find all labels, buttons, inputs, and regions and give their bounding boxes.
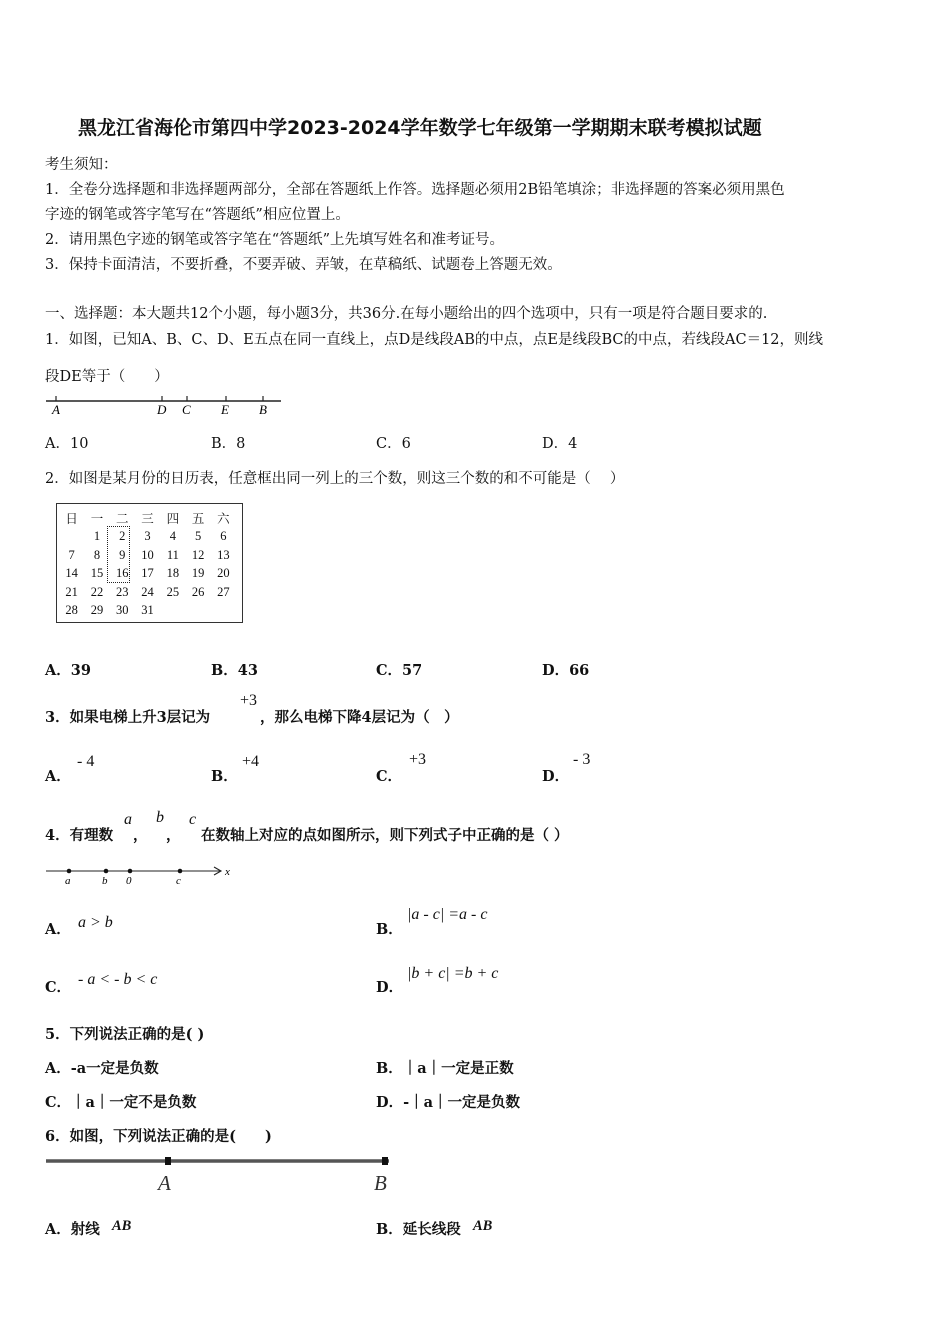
q4-option-b-math: |a - c| =a - c bbox=[407, 906, 488, 923]
q4-fig-label-c: c bbox=[176, 875, 181, 887]
q4-option-a-math: a > b bbox=[78, 914, 113, 931]
calendar-cell: 10 bbox=[141, 547, 154, 562]
calendar-cell: 23 bbox=[115, 584, 129, 599]
q4-comma-1: ， bbox=[133, 827, 148, 844]
q4-option-a-label[interactable]: A． bbox=[45, 921, 71, 938]
calendar-header-cell: 四 bbox=[166, 512, 180, 527]
q4-var-c: c bbox=[189, 811, 197, 828]
q4-option-d-label[interactable]: D． bbox=[376, 979, 404, 996]
q6-fig-label-a: A bbox=[158, 1171, 171, 1195]
q4-fig-label-x: x bbox=[225, 866, 230, 878]
calendar-cell: 18 bbox=[166, 566, 180, 581]
q1-option-c[interactable]: C．6 bbox=[376, 436, 411, 452]
calendar-cell: 2 bbox=[119, 529, 126, 544]
calendar-row bbox=[59, 546, 236, 565]
calendar-header-row bbox=[59, 509, 236, 528]
q1-label-e: E bbox=[221, 402, 229, 417]
calendar-row bbox=[59, 583, 236, 602]
q3-option-a-math: - 4 bbox=[77, 753, 95, 770]
calendar-row bbox=[59, 528, 236, 547]
calendar-cell: 21 bbox=[65, 584, 78, 599]
calendar-cell: 9 bbox=[119, 547, 126, 562]
q4-var-a: a bbox=[124, 811, 132, 828]
calendar-cell: 13 bbox=[217, 547, 230, 562]
q1-option-b[interactable]: B．8 bbox=[211, 436, 246, 452]
calendar-cell: 19 bbox=[191, 566, 205, 581]
q1-option-a[interactable]: A．10 bbox=[45, 436, 89, 452]
q4-option-c-math: - a < - b < c bbox=[78, 971, 158, 988]
page-title: 黑龙江省海伦市第四中学2023-2024学年数学七年级第一学期期末联考模拟试题 bbox=[78, 117, 762, 139]
notice-line-1b: 字迹的钢笔或答字笔写在“答题纸”相应位置上。 bbox=[45, 207, 350, 223]
q1-label-b: B bbox=[259, 402, 267, 417]
calendar-cell bbox=[185, 602, 210, 621]
q4-comma-2: ， bbox=[166, 827, 181, 844]
q6-option-a-math: AB bbox=[112, 1218, 132, 1234]
q6-text: 6．如图，下列说法正确的是( ) bbox=[45, 1128, 272, 1145]
calendar-cell: 11 bbox=[166, 547, 179, 562]
calendar-cell: 14 bbox=[65, 566, 78, 581]
calendar-cell: 27 bbox=[217, 584, 230, 599]
calendar-row bbox=[59, 602, 236, 621]
calendar-header-cell: 三 bbox=[141, 512, 154, 527]
calendar-cell: 5 bbox=[195, 529, 202, 544]
q4-number-line-figure bbox=[44, 860, 240, 888]
q6-segment-figure bbox=[44, 1153, 394, 1195]
calendar-cell: 30 bbox=[115, 603, 129, 618]
q2-option-d[interactable]: D．66 bbox=[542, 662, 590, 679]
calendar-header-cell: 六 bbox=[217, 512, 230, 527]
calendar-cell: 7 bbox=[68, 547, 75, 562]
q4-var-b: b bbox=[156, 809, 164, 826]
q2-option-c[interactable]: C．57 bbox=[376, 662, 423, 679]
q2-option-a[interactable]: A．39 bbox=[45, 662, 91, 679]
calendar-cell: 1 bbox=[93, 529, 101, 544]
q5-text: 5．下列说法正确的是( ) bbox=[45, 1026, 205, 1043]
calendar-figure bbox=[56, 503, 243, 623]
notice-line-2: 2．请用黑色字迹的钢笔或答字笔在“答题纸”上先填写姓名和准考证号。 bbox=[45, 232, 505, 248]
q2-option-b[interactable]: B．43 bbox=[211, 662, 258, 679]
q3-option-a-label[interactable]: A． bbox=[45, 768, 71, 785]
calendar-table bbox=[59, 509, 236, 620]
q3-option-d-math: - 3 bbox=[573, 751, 591, 768]
q3-text-a: 3．如果电梯上升3层记为 bbox=[45, 709, 211, 726]
calendar-cell: 29 bbox=[90, 603, 104, 618]
q1-line-figure bbox=[44, 392, 284, 418]
calendar-cell bbox=[160, 602, 185, 621]
calendar-cell: 26 bbox=[191, 584, 205, 599]
q1-option-d[interactable]: D．4 bbox=[542, 436, 578, 452]
q4-option-d-math: |b + c| =b + c bbox=[407, 965, 499, 982]
calendar-cell: 20 bbox=[217, 566, 230, 581]
notice-heading: 考生须知： bbox=[45, 157, 118, 173]
q6-option-a-label[interactable]: A．射线 bbox=[45, 1221, 100, 1238]
q1-label-a: A bbox=[52, 402, 60, 417]
calendar-cell: 22 bbox=[90, 584, 104, 599]
q6-option-b-label[interactable]: B．延长线段 bbox=[376, 1221, 461, 1238]
calendar-header-cell: 五 bbox=[191, 512, 205, 527]
q3-option-b-label[interactable]: B． bbox=[211, 768, 238, 785]
calendar-cell: 6 bbox=[220, 529, 227, 544]
section-heading: 一、选择题：本大题共12个小题，每小题3分，共36分.在每小题给出的四个选项中，只有一项是符合题目要求的. bbox=[45, 306, 768, 322]
q2-text: 2．如图是某月份的日历表，任意框出同一列上的三个数，则这三个数的和不可能是（ ） bbox=[45, 471, 625, 487]
notice-line-1a: 1．全卷分选择题和非选择题两部分，全部在答题纸上作答。选择题必须用2B铅笔填涂；非选择题的答案必须用黑色 bbox=[45, 182, 785, 198]
calendar-cell: 24 bbox=[141, 584, 154, 599]
calendar-cell: 15 bbox=[90, 566, 104, 581]
q3-plus-three: +3 bbox=[240, 692, 258, 709]
q5-option-a[interactable]: A．-a一定是负数 bbox=[45, 1060, 159, 1077]
q3-option-c-math: +3 bbox=[409, 751, 427, 768]
q4-text-a: 4．有理数 bbox=[45, 827, 114, 844]
calendar-cell: 12 bbox=[191, 547, 205, 562]
calendar-header-cell: 一 bbox=[90, 512, 104, 527]
calendar-cell bbox=[59, 528, 84, 547]
q3-option-b-math: +4 bbox=[242, 753, 260, 770]
q4-fig-label-b: b bbox=[102, 875, 108, 887]
calendar-cell: 25 bbox=[166, 584, 180, 599]
q1-label-d: D bbox=[157, 402, 167, 417]
calendar-row bbox=[59, 565, 236, 584]
calendar-header-cell: 二 bbox=[115, 512, 129, 527]
calendar-header-cell: 日 bbox=[65, 512, 78, 527]
q4-fig-label-zero: 0 bbox=[126, 875, 132, 887]
q6-option-b-math: AB bbox=[473, 1218, 493, 1234]
q3-option-c-label[interactable]: C． bbox=[376, 768, 403, 785]
q3-option-d-label[interactable]: D． bbox=[542, 768, 570, 785]
calendar-cell: 17 bbox=[141, 566, 154, 581]
q5-option-d[interactable]: D．-｜a｜一定是负数 bbox=[376, 1094, 520, 1111]
calendar-cell: 16 bbox=[115, 566, 129, 581]
calendar-cell: 3 bbox=[144, 529, 151, 544]
q1-text-line-1: 1．如图，已知A、B、C、D、E五点在同一直线上，点D是线段AB的中点，点E是线段BC的中点，若线段AC＝12，则线 bbox=[45, 332, 824, 348]
q4-option-c-label[interactable]: C． bbox=[45, 979, 72, 996]
q4-fig-label-a: a bbox=[65, 875, 71, 887]
q1-text-line-2: 段DE等于（ ） bbox=[45, 369, 169, 385]
calendar-cell: 28 bbox=[65, 603, 78, 618]
calendar-cell: 8 bbox=[93, 547, 101, 562]
calendar-cell bbox=[211, 602, 236, 621]
q4-text-b: 在数轴上对应的点如图所示，则下列式子中正确的是（ ） bbox=[201, 827, 569, 844]
notice-line-3: 3．保持卡面清洁，不要折叠，不要弄破、弄皱，在草稿纸、试题卷上答题无效。 bbox=[45, 257, 562, 273]
calendar-cell: 4 bbox=[169, 529, 176, 544]
calendar-cell: 31 bbox=[141, 603, 154, 618]
q5-option-c[interactable]: C．｜a｜一定不是负数 bbox=[45, 1094, 197, 1111]
calendar-dotted-selection bbox=[107, 526, 130, 583]
q6-fig-label-b: B bbox=[374, 1171, 387, 1195]
q5-option-b[interactable]: B．｜a｜一定是正数 bbox=[376, 1060, 514, 1077]
q1-label-c: C bbox=[182, 402, 191, 417]
q3-text-b: ，那么电梯下降4层记为（ ） bbox=[260, 709, 459, 726]
q4-option-b-label[interactable]: B． bbox=[376, 921, 403, 938]
